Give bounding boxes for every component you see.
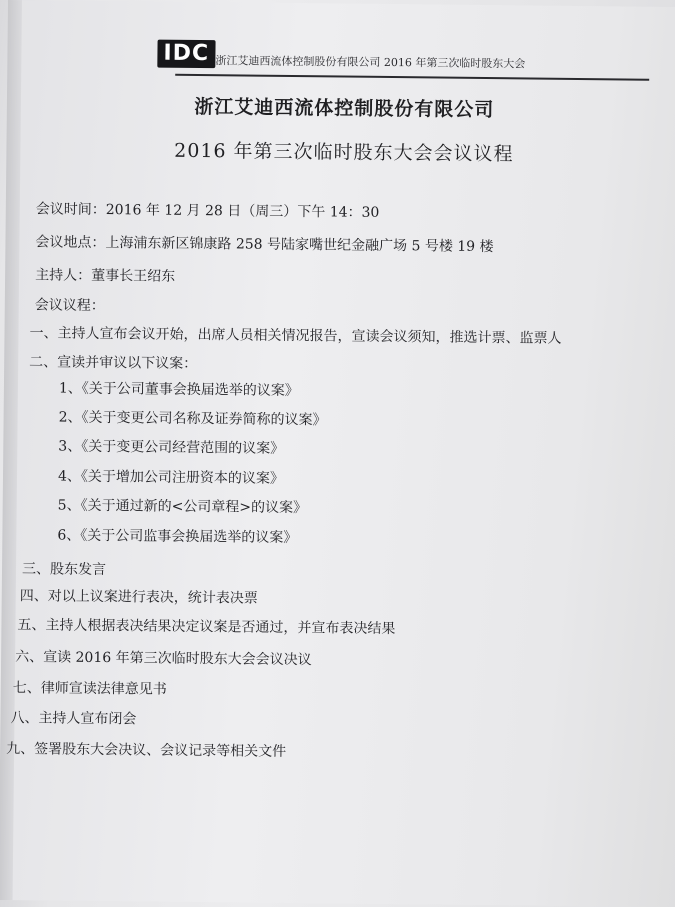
agenda-item: 二、宣读并审议以下议案： <box>29 354 198 373</box>
agenda-item: 一、主持人宣布会议开始，出席人员相关情况报告，宣读会议须知，推选计票、监票人 <box>29 325 562 347</box>
agenda-item: 五、主持人根据表决结果决定议案是否通过，并宣布表决结果 <box>17 617 396 638</box>
logo-text: IDC <box>157 40 215 69</box>
agenda-item: 九、签署股东大会决议、会议记录等相关文件 <box>6 741 287 760</box>
company-title: 浙江艾迪西流体控制股份有限公司 <box>194 95 495 122</box>
agenda-item: 三、股东发言 <box>21 561 107 579</box>
header-divider <box>175 74 649 81</box>
proposal-item: 5、《关于通过新的<公司章程>的议案》 <box>57 497 308 517</box>
proposal-item: 6、《关于公司监事会换届选举的议案》 <box>57 527 298 547</box>
proposal-item: 3、《关于变更公司经营范围的议案》 <box>58 438 285 457</box>
agenda-item: 七、律师宣读法律意见书 <box>12 680 167 698</box>
proposal-item: 4、《关于增加公司注册资本的议案》 <box>57 468 284 487</box>
meeting-time: 会议时间：2016 年 12 月 28 日（周三）下午 14：30 <box>35 201 380 221</box>
meeting-title: 2016 年第三次临时股东大会会议议程 <box>174 139 514 166</box>
header-company-line: 浙江艾迪西流体控制股份有限公司 2016 年第三次临时股东大会 <box>215 54 526 71</box>
agenda-item: 四、对以上议案进行表决，统计表决票 <box>19 588 258 607</box>
agenda-label: 会议议程： <box>34 297 105 315</box>
agenda-item: 八、主持人宣布闭会 <box>10 710 137 728</box>
proposal-item: 1、《关于公司董事会换届选举的议案》 <box>58 380 299 400</box>
meeting-host: 主持人：董事长王绍东 <box>35 267 176 285</box>
proposal-item: 2、《关于变更公司名称及证券简称的议案》 <box>58 409 327 429</box>
idc-logo <box>157 40 215 69</box>
page-header <box>157 40 647 85</box>
meeting-place: 会议地点：上海浦东新区锦康路 258 号陆家嘴世纪金融广场 5 号楼 19 楼 <box>35 234 494 256</box>
agenda-item: 六、宣读 2016 年第三次临时股东大会会议决议 <box>15 649 312 669</box>
